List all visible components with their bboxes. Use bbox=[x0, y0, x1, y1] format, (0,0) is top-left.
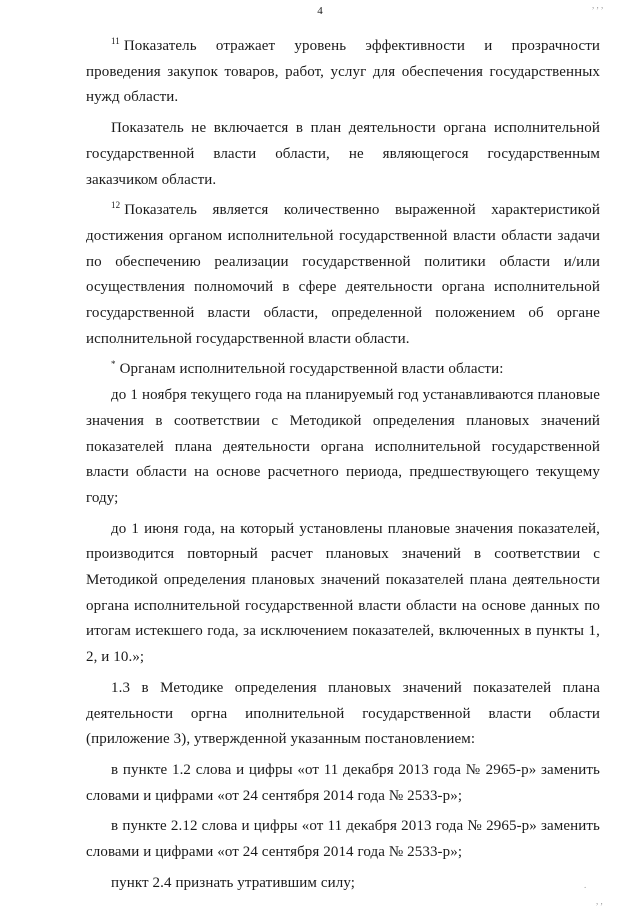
paragraph-text: Показатель является количественно выраженной характеристикой достижения органом исполнительной государственной власти области задачи по обеспечению реализации государственной политики области и/или осуществления полномочий в сфере деятельности органа исполнительной государственной власти области, определенной положением об органе исполнительной государственной власти области. bbox=[86, 202, 600, 347]
paragraph-text: в пункте 2.12 слова и цифры «от 11 декабря 2013 года № 2965-р» заменить словами и цифрами «от 24 сентября 2014 года № 2533-р»; bbox=[86, 818, 600, 861]
paragraph-text: 1.3 в Методике определения плановых значений показателей плана деятельности оргна иполнительной государственной власти области (приложение 3), утвержденной указанным постановлением: bbox=[86, 679, 600, 748]
paragraph-text: до 1 ноября текущего года на планируемый год устанавливаются плановые значения в соответствии с Методикой определения плановых значений показателей плана деятельности органа исполнительной государственной власти области на основе расчетного периода, предшествующего текущему году; bbox=[86, 387, 600, 506]
footnote-marker: 12 bbox=[111, 200, 121, 211]
paragraph-text: в пункте 1.2 слова и цифры «от 11 декабря 2013 года № 2965-р» заменить словами и цифрами «от 24 сентября 2014 года № 2533-р»; bbox=[86, 761, 600, 804]
footnote-12 bbox=[86, 198, 600, 352]
document-body bbox=[86, 34, 600, 902]
scan-mark-bottom-right-2: , , bbox=[596, 896, 603, 906]
footnote-marker: 11 bbox=[111, 36, 120, 46]
paragraph-text: до 1 июня года, на который установлены плановые значения показателей, производится повторный расчет плановых значений в соответствии с Методикой определения плановых значений показателей плана деятельности органа исполнительной государственной власти области на основе данных по итогам истекшего года, за исключением показателей, включенных в пункты 1, 2, и 10.»; bbox=[86, 520, 600, 666]
paragraph bbox=[86, 676, 600, 753]
page-number: 4 bbox=[317, 5, 323, 17]
paragraph bbox=[86, 517, 600, 671]
paragraph bbox=[86, 814, 600, 865]
paragraph-text: Органам исполнительной государственной власти области: bbox=[119, 361, 504, 378]
paragraph bbox=[86, 758, 600, 809]
footnote-11 bbox=[86, 34, 600, 111]
footnote-asterisk bbox=[86, 357, 600, 383]
footnote-marker: * bbox=[111, 359, 116, 370]
paragraph bbox=[86, 871, 600, 897]
scan-mark-bottom-right: . bbox=[584, 880, 587, 890]
paragraph-text: пункт 2.4 признать утратившим силу; bbox=[111, 874, 356, 891]
paragraph-text: Показатель не включается в план деятельности органа исполнительной государственной власти области, не являющегося государственным заказчиком области. bbox=[86, 120, 600, 188]
paragraph bbox=[86, 383, 600, 512]
paragraph-text: Показатель отражает уровень эффективности и прозрачности проведения закупок товаров, работ, услуг для обеспечения государственных нужд области. bbox=[86, 38, 600, 106]
scan-mark-top-right: , , , bbox=[592, 0, 604, 10]
paragraph bbox=[86, 116, 600, 193]
